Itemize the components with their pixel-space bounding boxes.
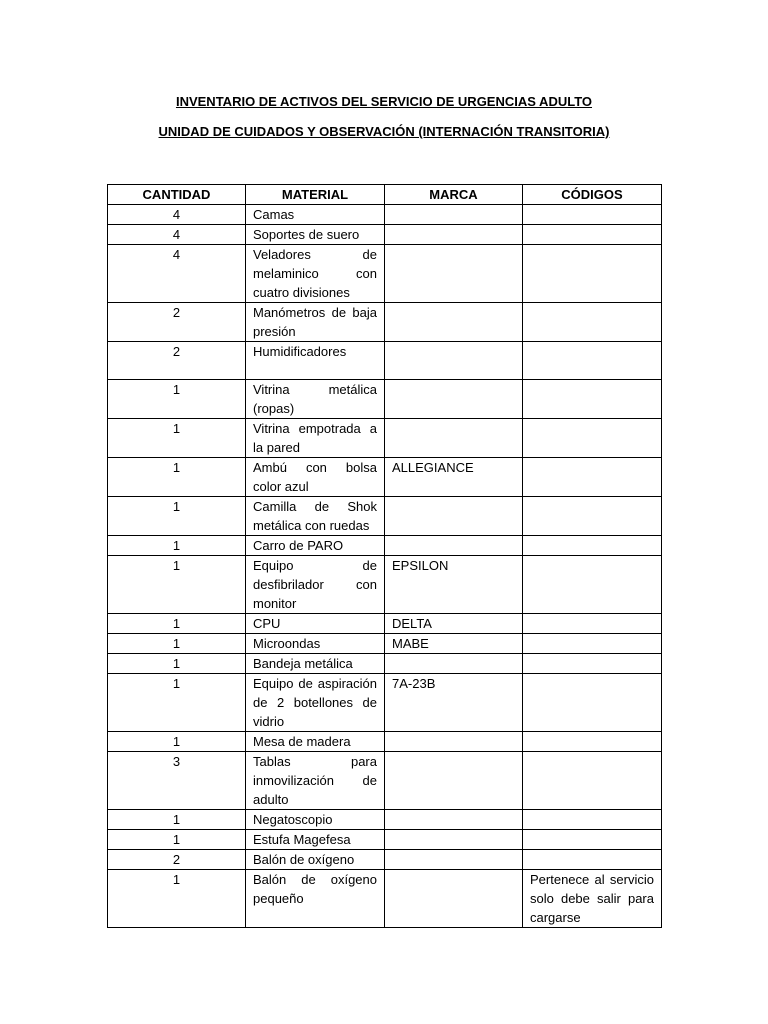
cell-material: Microondas	[246, 634, 385, 654]
cell-marca	[385, 245, 523, 303]
cell-cantidad: 4	[108, 225, 246, 245]
cell-codigos	[523, 342, 662, 380]
cell-codigos	[523, 419, 662, 458]
cell-codigos	[523, 634, 662, 654]
cell-codigos	[523, 752, 662, 810]
cell-codigos: Pertenece al servicio solo debe salir para cargarse	[523, 870, 662, 928]
cell-marca	[385, 752, 523, 810]
cell-material: Camilla de Shok metálica con ruedas	[246, 497, 385, 536]
cell-codigos	[523, 380, 662, 419]
cell-cantidad: 1	[108, 380, 246, 419]
cell-material: Negatoscopio	[246, 810, 385, 830]
cell-marca	[385, 850, 523, 870]
cell-material: Equipo de desfibrilador con monitor	[246, 556, 385, 614]
cell-cantidad: 2	[108, 303, 246, 342]
cell-codigos	[523, 556, 662, 614]
cell-cantidad: 1	[108, 536, 246, 556]
table-row	[108, 458, 662, 497]
cell-material: Mesa de madera	[246, 732, 385, 752]
cell-marca	[385, 536, 523, 556]
cell-codigos	[523, 830, 662, 850]
inventory-table	[107, 184, 662, 928]
cell-cantidad: 1	[108, 654, 246, 674]
table-row	[108, 870, 662, 928]
table-row	[108, 205, 662, 225]
cell-cantidad: 2	[108, 850, 246, 870]
table-header-row	[108, 185, 662, 205]
cell-marca: MABE	[385, 634, 523, 654]
table-row	[108, 342, 662, 380]
table-row	[108, 752, 662, 810]
cell-codigos	[523, 536, 662, 556]
cell-cantidad: 4	[108, 245, 246, 303]
cell-codigos	[523, 732, 662, 752]
cell-cantidad: 2	[108, 342, 246, 380]
cell-marca: EPSILON	[385, 556, 523, 614]
cell-cantidad: 1	[108, 419, 246, 458]
table-row	[108, 380, 662, 419]
cell-cantidad: 1	[108, 830, 246, 850]
cell-material: Ambú con bolsa color azul	[246, 458, 385, 497]
cell-marca	[385, 654, 523, 674]
table-row	[108, 850, 662, 870]
cell-cantidad: 1	[108, 674, 246, 732]
table-row	[108, 732, 662, 752]
table-row	[108, 556, 662, 614]
cell-marca	[385, 870, 523, 928]
cell-cantidad: 1	[108, 458, 246, 497]
document-subtitle: UNIDAD DE CUIDADOS Y OBSERVACIÓN (INTERNACIÓN TRANSITORIA)	[158, 124, 610, 139]
cell-cantidad: 1	[108, 614, 246, 634]
table-row	[108, 810, 662, 830]
cell-marca	[385, 830, 523, 850]
cell-material: Vitrina empotrada a la pared	[246, 419, 385, 458]
cell-material: Tablas para inmovilización de adulto	[246, 752, 385, 810]
cell-cantidad: 1	[108, 556, 246, 614]
table-row	[108, 830, 662, 850]
cell-material: Balón de oxígeno	[246, 850, 385, 870]
cell-marca	[385, 380, 523, 419]
cell-material: Camas	[246, 205, 385, 225]
cell-codigos	[523, 205, 662, 225]
table-row	[108, 614, 662, 634]
cell-codigos	[523, 810, 662, 830]
cell-cantidad: 4	[108, 205, 246, 225]
cell-cantidad: 1	[108, 497, 246, 536]
column-header-codigos: CÓDIGOS	[523, 185, 662, 205]
cell-marca	[385, 732, 523, 752]
cell-cantidad: 1	[108, 870, 246, 928]
cell-material: Bandeja metálica	[246, 654, 385, 674]
cell-marca: ALLEGIANCE	[385, 458, 523, 497]
table-row	[108, 654, 662, 674]
table-row	[108, 674, 662, 732]
document-title: INVENTARIO DE ACTIVOS DEL SERVICIO DE URGENCIAS ADULTO	[175, 94, 593, 109]
cell-cantidad: 1	[108, 810, 246, 830]
cell-marca	[385, 225, 523, 245]
cell-marca: DELTA	[385, 614, 523, 634]
table-row	[108, 303, 662, 342]
cell-material: Balón de oxígeno pequeño	[246, 870, 385, 928]
cell-marca	[385, 205, 523, 225]
cell-codigos	[523, 303, 662, 342]
table-row	[108, 536, 662, 556]
cell-material: CPU	[246, 614, 385, 634]
cell-material: Manómetros de baja presión	[246, 303, 385, 342]
cell-material: Veladores de melaminico con cuatro divisiones	[246, 245, 385, 303]
cell-material: Equipo de aspiración de 2 botellones de vidrio	[246, 674, 385, 732]
table-row	[108, 225, 662, 245]
cell-codigos	[523, 225, 662, 245]
cell-codigos	[523, 614, 662, 634]
cell-marca	[385, 342, 523, 380]
cell-cantidad: 1	[108, 732, 246, 752]
cell-marca	[385, 303, 523, 342]
cell-material: Vitrina metálica (ropas)	[246, 380, 385, 419]
cell-marca: 7A-23B	[385, 674, 523, 732]
column-header-cantidad: CANTIDAD	[108, 185, 246, 205]
cell-material: Carro de PARO	[246, 536, 385, 556]
column-header-material: MATERIAL	[246, 185, 385, 205]
cell-codigos	[523, 674, 662, 732]
cell-material: Soportes de suero	[246, 225, 385, 245]
cell-cantidad: 3	[108, 752, 246, 810]
table-row	[108, 419, 662, 458]
cell-codigos	[523, 850, 662, 870]
cell-marca	[385, 419, 523, 458]
cell-cantidad: 1	[108, 634, 246, 654]
table-row	[108, 497, 662, 536]
column-header-marca: MARCA	[385, 185, 523, 205]
cell-codigos	[523, 654, 662, 674]
cell-material: Estufa Magefesa	[246, 830, 385, 850]
cell-codigos	[523, 458, 662, 497]
cell-codigos	[523, 497, 662, 536]
table-row	[108, 634, 662, 654]
cell-codigos	[523, 245, 662, 303]
table-row	[108, 245, 662, 303]
cell-material: Humidificadores	[246, 342, 385, 380]
cell-marca	[385, 497, 523, 536]
cell-marca	[385, 810, 523, 830]
